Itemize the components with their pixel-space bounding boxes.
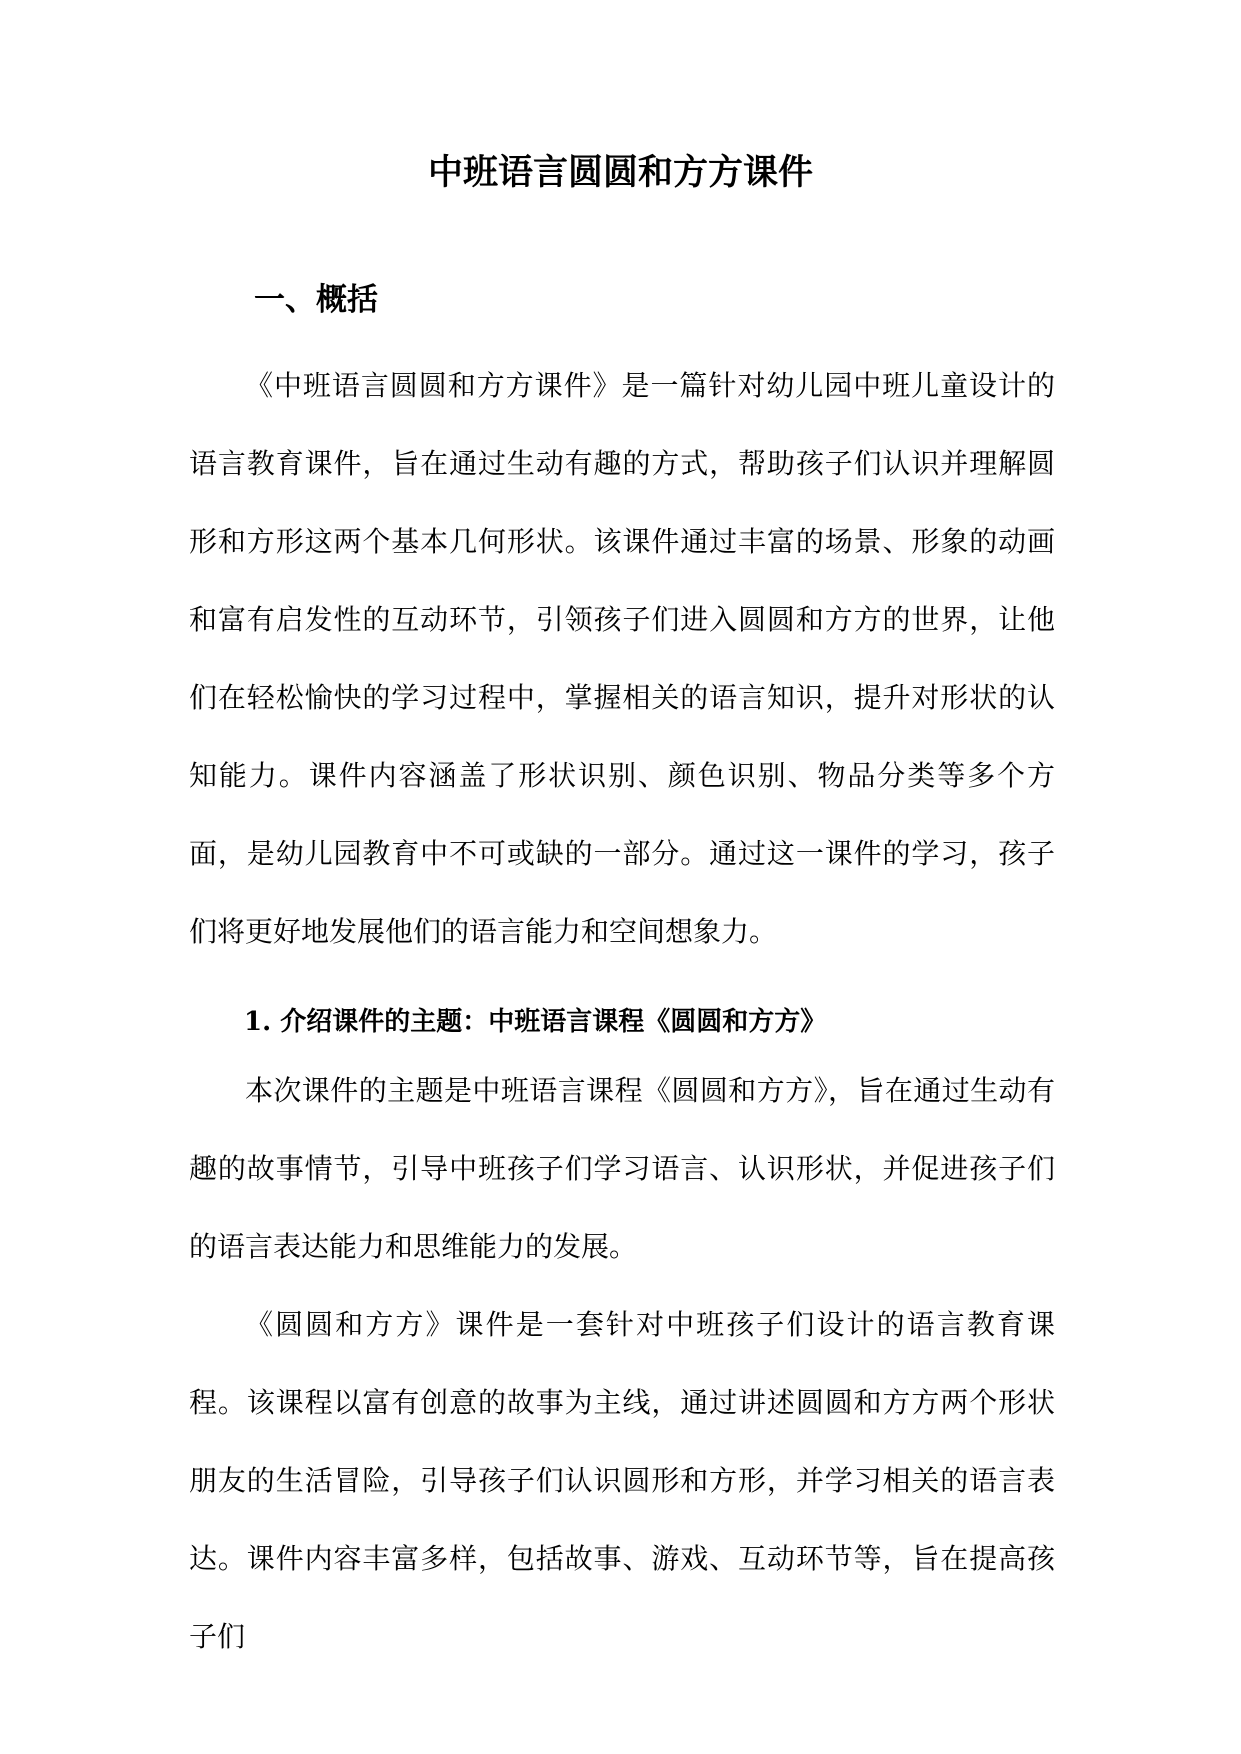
section-heading-theme: 1. 介绍课件的主题：中班语言课程《圆圆和方方》 (244, 1007, 827, 1037)
theme-paragraph-1: 本次课件的主题是中班语言课程《圆圆和方方》，旨在通过生动有趣的故事情节，引导中班孩子们学习语言、认识形状，并促进孩子们的语言表达能力和思维能力的发展。 (189, 1074, 1055, 1263)
overview-paragraph: 《中班语言圆圆和方方课件》是一篇针对幼儿园中班儿童设计的语言教育课件，旨在通过生动有趣的方式，帮助孩子们认识并理解圆形和方形这两个基本几何形状。该课件通过丰富的场景、形象的动画和富有启发性的互动环节，引领孩子们进入圆圆和方方的世界，让他们在轻松愉快的学习过程中，掌握相关的语言知识，提升对形状的认知能力。课件内容涵盖了形状识别、颜色识别、物品分类等多个方面，是幼儿园教育中不可或缺的一部分。通过这一课件的学习，孩子们将更好地发展他们的语言能力和空间想象力。 (189, 369, 1055, 948)
theme-paragraph-2: 《圆圆和方方》课件是一套针对中班孩子们设计的语言教育课程。该课程以富有创意的故事为主线，通过讲述圆圆和方方两个形状朋友的生活冒险，引导孩子们认识圆形和方形，并学习相关的语言表达。课件内容丰富多样，包括故事、游戏、互动环节等，旨在提高孩子们 (189, 1308, 1055, 1653)
document-title: 中班语言圆圆和方方课件 (427, 152, 813, 193)
section-heading-overview: 一、概括 (254, 282, 378, 318)
